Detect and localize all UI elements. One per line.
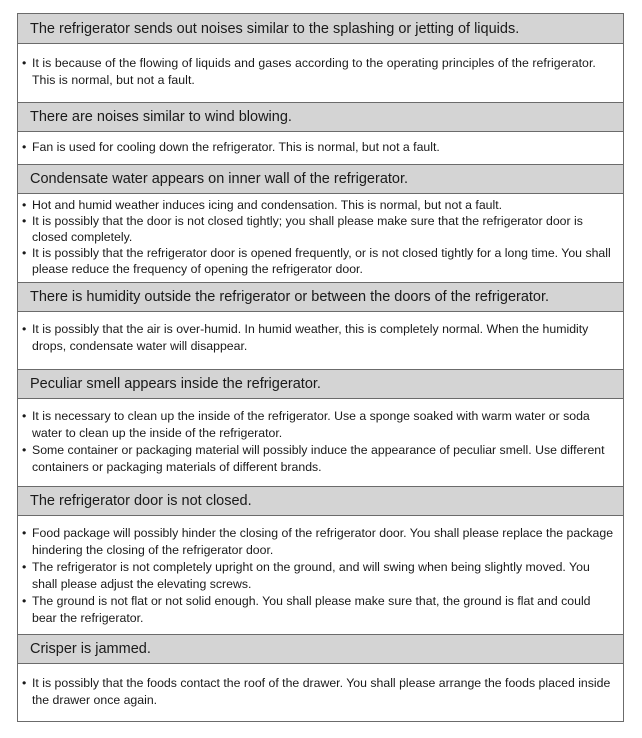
section-title: The refrigerator sends out noises similar to the splashing or jetting of liquids. (30, 20, 520, 37)
bullet-icon: • (22, 246, 27, 260)
bullet-icon: • (22, 594, 27, 608)
list-item (21, 593, 617, 627)
section-body (18, 515, 623, 634)
bullet-icon: • (22, 140, 27, 154)
item-text: Fan is used for cooling down the refrigerator. This is normal, but not a fault. (32, 140, 440, 154)
item-text: Food package will possibly hinder the closing of the refrigerator door. You shall please replace the package hindering the closing of the refrigerator door. (32, 526, 614, 557)
bullet-icon: • (22, 198, 27, 212)
section-title: There is humidity outside the refrigerator or between the doors of the refrigerator. (30, 289, 550, 305)
list-item (21, 559, 617, 593)
bullet-icon: • (22, 560, 27, 574)
list-item (21, 442, 617, 476)
bullet-icon: • (22, 526, 27, 540)
item-text: It is because of the flowing of liquids and gases according to the operating principles of the refrigerator. This is normal, but not a fault. (32, 56, 596, 87)
section-title: There are noises similar to wind blowing. (30, 109, 292, 125)
bullet-icon: • (22, 322, 27, 336)
section-title: Crisper is jammed. (30, 641, 151, 657)
section-header (18, 102, 623, 131)
item-text: It is necessary to clean up the inside of the refrigerator. Use a sponge soaked with warm water or soda water to clean up the inside of the refrigerator. (32, 409, 590, 440)
section-header (18, 164, 623, 193)
list-item (21, 213, 617, 245)
item-text: The refrigerator is not completely upright on the ground, and will swing when being slightly moved. You shall please adjust the elevating screws. (32, 560, 590, 591)
section-header (18, 13, 623, 43)
bullet-icon: • (22, 676, 27, 690)
section-body (18, 131, 623, 164)
bullet-icon: • (22, 214, 27, 228)
list-item (21, 55, 617, 89)
bullet-icon: • (22, 56, 27, 70)
list-item (21, 525, 617, 559)
list-item (21, 675, 617, 709)
list-item (21, 197, 617, 213)
section-title: Condensate water appears on inner wall of the refrigerator. (30, 171, 409, 187)
section-title: Peculiar smell appears inside the refrigerator. (30, 376, 321, 392)
section-header (18, 486, 623, 515)
item-text: Hot and humid weather induces icing and condensation. This is normal, but not a fault. (32, 198, 503, 212)
list-item (21, 139, 617, 156)
section-header (18, 282, 623, 311)
item-text: Some container or packaging material will possibly induce the appearance of peculiar smell. Use different containers or packaging materials of different brands. (32, 443, 605, 474)
bullet-icon: • (22, 443, 27, 457)
section-header (18, 369, 623, 398)
item-text: It is possibly that the air is over-humid. In humid weather, this is completely normal. When the humidity drops, condensate water will disappear. (32, 322, 589, 353)
list-item (21, 408, 617, 442)
troubleshooting-table (17, 13, 624, 722)
list-item (21, 245, 617, 277)
section-header (18, 634, 623, 663)
bullet-icon: • (22, 409, 27, 423)
section-body (18, 311, 623, 369)
section-body (18, 663, 623, 721)
item-text: The ground is not flat or not solid enough. You shall please make sure that, the ground is flat and could bear the refrigerator. (32, 594, 591, 625)
item-text: It is possibly that the refrigerator door is opened frequently, or is not closed tightly for a long time. You shall please reduce the frequency of opening the refrigerator door. (32, 246, 611, 276)
list-item (21, 321, 617, 355)
item-text: It is possibly that the foods contact the roof of the drawer. You shall please arrange the foods placed inside the drawer once again. (32, 676, 611, 707)
item-text: It is possibly that the door is not closed tightly; you shall please make sure that the refrigerator door is closed completely. (32, 214, 583, 244)
section-body (18, 398, 623, 486)
section-body (18, 43, 623, 102)
section-body (18, 193, 623, 282)
section-title: The refrigerator door is not closed. (30, 493, 252, 509)
